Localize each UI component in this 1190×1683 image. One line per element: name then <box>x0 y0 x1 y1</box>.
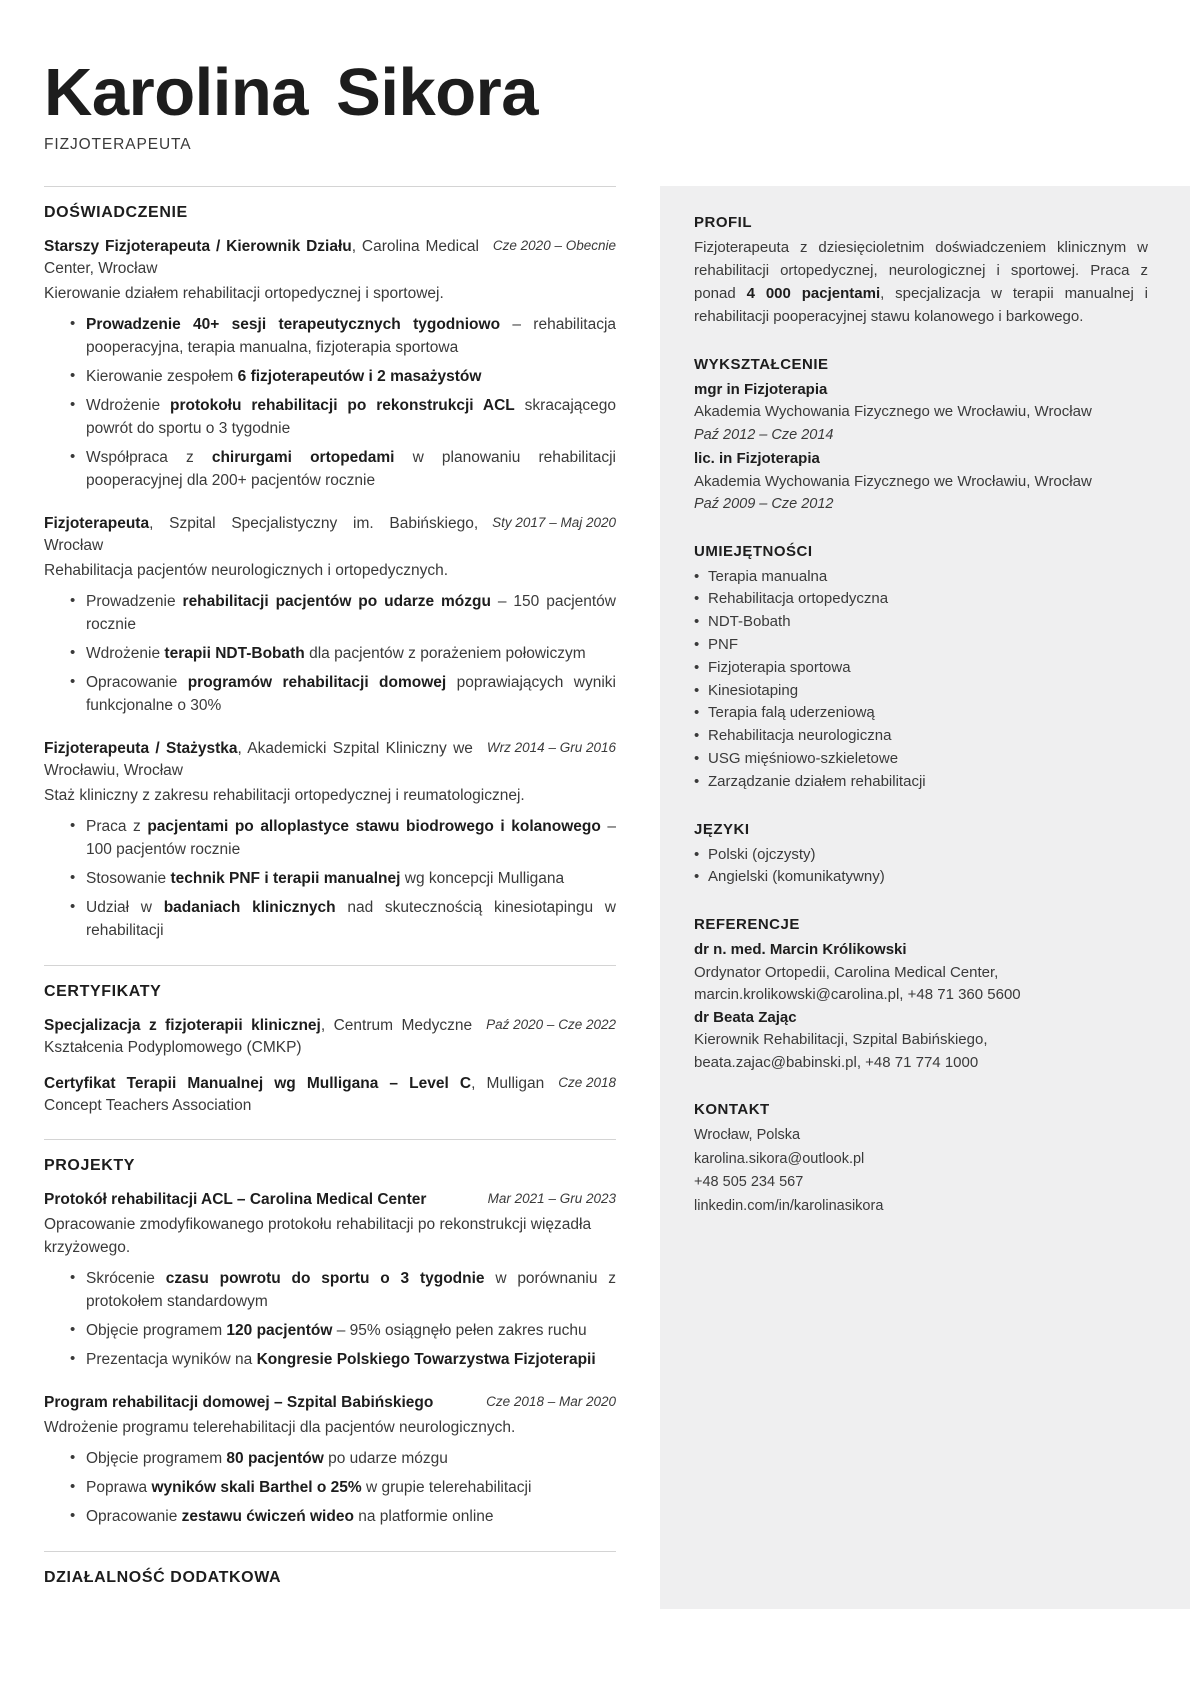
section-projects <box>44 1139 616 1529</box>
bullet-post: w grupie telerehabilitacji <box>361 1479 532 1497</box>
entry-description: Kierowanie działem rehabilitacji ortopedycznej i sportowej. <box>44 285 444 302</box>
bullet-bold: rehabilitacji pacjentów po udarze mózgu <box>182 593 491 611</box>
bullet-post: poprawiających wyniki funkcjonalne o 30% <box>86 673 617 714</box>
bullet-post: nad skutecznością kinesiotapingu w rehabilitacji <box>86 898 616 939</box>
experience-entry <box>44 738 616 943</box>
entry-date: Cze 2020 – Obecnie <box>492 238 616 253</box>
entry-title-rest: , Centrum Medyczne Kształcenia Podyplomowego (CMKP) <box>44 1016 473 1056</box>
bullet-item <box>70 591 616 637</box>
entry-title-bold: Starszy Fizjoterapeuta / Kierownik Działu <box>44 238 352 255</box>
entry-description: Staż kliniczny z zakresu rehabilitacji ortopedycznej i reumatologicznej. <box>44 786 525 804</box>
resume-header <box>0 0 1190 154</box>
bullet-pre: Objęcie programem <box>86 1322 227 1340</box>
bullet-pre: Udział w <box>86 898 164 916</box>
bullet-bold: programów rehabilitacji domowej <box>187 673 447 691</box>
profile-text <box>694 237 1148 329</box>
bullet-item <box>70 1506 616 1529</box>
bullet-bold: terapii NDT-Bobath <box>164 644 305 662</box>
entry-description: Rehabilitacja pacjentów neurologicznych i ortopedycznych. <box>44 561 449 579</box>
bullet-bold: wyników skali Barthel o 25% <box>151 1479 362 1497</box>
entry-title <box>44 1392 472 1414</box>
entry-title <box>44 1073 544 1117</box>
entry-bullet-list <box>44 1268 616 1372</box>
entry-title-rest: , Akademicki Szpital Kliniczny we Wrocławiu, Wrocław <box>44 739 473 779</box>
resume-body <box>0 186 1190 1609</box>
entry-title <box>44 236 479 280</box>
bullet-post: dla pacjentów z porażeniem połowiczym <box>304 644 586 662</box>
section-heading-projects: PROJEKTY <box>44 1156 136 1174</box>
experience-entry <box>44 513 616 718</box>
entry-title-bold: Certyfikat Terapii Manualnej wg Mulligana – Level C <box>44 1074 472 1092</box>
sidebar-section-contact <box>694 1101 1148 1218</box>
entry-bullet-list <box>44 1448 616 1529</box>
education-school: Akademia Wychowania Fizycznego we Wrocławiu, Wrocław <box>694 472 1092 490</box>
bullet-pre: Kierowanie zespołem <box>86 368 238 386</box>
bullet-pre: Skrócenie <box>86 1270 166 1288</box>
right-sidebar <box>660 186 1190 1609</box>
entry-header <box>44 1189 616 1211</box>
sidebar-heading-profile: PROFIL <box>694 214 752 231</box>
section-heading-experience: DOŚWIADCZENIE <box>44 204 188 221</box>
bullet-pre: Współpraca z <box>86 448 212 466</box>
skills-list <box>694 566 1148 794</box>
reference-role: Ordynator Ortopedii, Carolina Medical Center, <box>694 963 999 981</box>
bullet-bold: 6 fizjoterapeutów i 2 masażystów <box>237 368 482 386</box>
reference-item <box>694 1007 1148 1075</box>
bullet-item <box>70 1448 616 1471</box>
reference-role: Kierownik Rehabilitacji, Szpital Babińskiego, <box>694 1031 988 1049</box>
bullet-item <box>70 447 616 493</box>
section-heading-extra-activity: DZIAŁALNOŚĆ DODATKOWA <box>44 1569 282 1586</box>
entry-title <box>44 1189 474 1211</box>
bullet-item <box>70 897 616 943</box>
left-column <box>0 186 660 1609</box>
bullet-item <box>70 314 616 360</box>
bullet-item <box>70 366 616 389</box>
education-school: Akademia Wychowania Fizycznego we Wrocławiu, Wrocław <box>694 403 1092 421</box>
sidebar-section-skills <box>694 543 1148 794</box>
skill-item: • Rehabilitacja ortopedyczna <box>694 588 1148 611</box>
bullet-post: – 95% osiągnęło pełen zakres ruchu <box>332 1322 587 1340</box>
entry-header <box>44 1015 616 1059</box>
skill-item: • Terapia manualna <box>694 566 1148 589</box>
bullet-pre: Stosowanie <box>86 869 171 887</box>
contact-linkedin[interactable]: linkedin.com/in/karolinasikora <box>694 1197 884 1214</box>
entry-date: Cze 2018 – Mar 2020 <box>486 1393 616 1409</box>
sidebar-heading-references: REFERENCJE <box>694 916 800 934</box>
bullet-post: wg koncepcji Mulligana <box>400 869 565 887</box>
bullet-bold: pacjentami po alloplastyce stawu biodrowego i kolanowego <box>147 818 601 835</box>
bullet-pre: Prowadzenie <box>86 593 183 611</box>
entry-header <box>44 1392 616 1414</box>
bullet-item <box>70 672 616 718</box>
entry-title-rest: , Carolina Medical Center, Wrocław <box>44 238 479 277</box>
entry-header <box>44 1073 616 1117</box>
education-date: Paź 2009 – Cze 2012 <box>694 496 834 513</box>
bullet-pre: Wdrożenie <box>86 644 165 662</box>
section-divider <box>44 186 616 187</box>
entry-header <box>44 236 616 280</box>
bullet-post: po udarze mózgu <box>323 1450 448 1468</box>
bullet-post: – 150 pacjentów rocznie <box>86 593 616 633</box>
candidate-name: Karolina Sikora <box>44 55 539 130</box>
entry-header <box>44 738 616 782</box>
sidebar-section-references <box>694 916 1148 1074</box>
contact-location: Wrocław, Polska <box>694 1127 801 1144</box>
languages-list <box>694 844 1148 890</box>
language-item: • Angielski (komunikatywny) <box>694 866 1148 889</box>
entry-title <box>44 513 478 557</box>
bullet-bold: 80 pacjentów <box>226 1450 324 1468</box>
bullet-item <box>70 1349 616 1372</box>
entry-date: Paź 2020 – Cze 2022 <box>486 1016 616 1032</box>
reference-item <box>694 939 1148 1007</box>
section-divider <box>44 965 616 966</box>
entry-date: Wrz 2014 – Gru 2016 <box>486 739 616 755</box>
experience-entry <box>44 236 616 493</box>
entry-bullet-list <box>44 314 616 493</box>
entry-title-bold: Protokół rehabilitacji ACL – Carolina Medical Center <box>44 1190 427 1208</box>
skill-item: • PNF <box>694 634 1148 657</box>
entry-title-bold: Fizjoterapeuta / Stażystka <box>44 739 238 757</box>
bullet-item <box>70 816 616 862</box>
bullet-post: w planowaniu rehabilitacji pooperacyjnej dla 200+ pacjentów rocznie <box>86 448 616 489</box>
skill-item: • Zarządzanie działem rehabilitacji <box>694 771 1148 794</box>
entry-header <box>44 513 616 557</box>
entry-bullet-list <box>44 816 616 943</box>
bullet-pre: Opracowanie <box>86 673 188 691</box>
entry-description: Wdrożenie programu telerehabilitacji dla pacjentów neurologicznych. <box>44 1418 516 1436</box>
skill-item: • USG mięśniowo-szkieletowe <box>694 748 1148 771</box>
profile-text-part2: , specjalizacja w terapii manualnej i rehabilitacji pooperacyjnej stawu kolanowego i barkowego. <box>694 284 1148 325</box>
reference-name: dr Beata Zając <box>694 1008 797 1026</box>
skill-item: • NDT-Bobath <box>694 611 1148 634</box>
bullet-item <box>70 868 616 891</box>
bullet-post: na platformie online <box>353 1508 494 1526</box>
contact-email[interactable]: karolina.sikora@outlook.pl <box>694 1150 865 1167</box>
reference-contact: beata.zajac@babinski.pl, +48 71 774 1000 <box>694 1053 979 1071</box>
sidebar-section-profile <box>694 214 1148 329</box>
bullet-post: – rehabilitacja pooperacyjna, terapia manualna, fizjoterapia sportowa <box>86 316 617 357</box>
education-item <box>694 379 1148 446</box>
section-divider <box>44 1139 616 1140</box>
bullet-post: w porównaniu z protokołem standardowym <box>86 1270 616 1311</box>
entry-date: Cze 2018 <box>558 1074 616 1090</box>
bullet-bold: technik PNF i terapii manualnej <box>170 869 401 887</box>
education-degree: lic. in Fizjoterapia <box>694 450 820 468</box>
reference-name: dr n. med. Marcin Królikowski <box>694 941 907 959</box>
profile-text-part1: Fizjoterapeuta z dziesięcioletnim doświadczeniem klinicznym w rehabilitacji ortopedycznej, neurologicznej i sportowej. Praca z ponad <box>694 239 1148 302</box>
reference-contact: marcin.krolikowski@carolina.pl, +48 71 360 5600 <box>694 986 1021 1004</box>
sidebar-heading-skills: UMIEJĘTNOŚCI <box>694 542 813 560</box>
bullet-item <box>70 395 616 441</box>
bullet-pre: Opracowanie <box>86 1508 182 1526</box>
bullet-post: skracającego powrót do sportu o 3 tygodnie <box>86 397 616 437</box>
skill-item: • Kinesiotaping <box>694 680 1148 703</box>
sidebar-heading-contact: KONTAKT <box>694 1101 770 1119</box>
entry-title-rest: , Szpital Specjalistyczny im. Babińskiego, Wrocław <box>44 514 479 554</box>
project-entry <box>44 1189 616 1372</box>
bullet-bold: 120 pacjentów <box>226 1322 333 1340</box>
bullet-bold: protokołu rehabilitacji po rekonstrukcji ACL <box>170 397 515 415</box>
bullet-pre: Objęcie programem <box>86 1450 227 1468</box>
bullet-bold: czasu powrotu do sportu o 3 tygodnie <box>165 1270 485 1288</box>
language-item: • Polski (ojczysty) <box>694 844 1148 867</box>
entry-title <box>44 738 473 782</box>
section-experience <box>44 186 616 943</box>
candidate-job-title: FIZJOTERAPEUTA <box>44 136 192 153</box>
skill-item: • Terapia falą uderzeniową <box>694 702 1148 725</box>
bullet-pre: Wdrożenie <box>86 397 170 415</box>
section-extra-activity <box>44 1551 616 1587</box>
education-item <box>694 448 1148 515</box>
bullet-pre: Prezentacja wyników na <box>86 1351 257 1368</box>
bullet-item <box>70 1268 616 1314</box>
section-certificates <box>44 965 616 1117</box>
entry-title-bold: Specjalizacja z fizjoterapii klinicznej <box>44 1016 321 1034</box>
entry-description: Opracowanie zmodyfikowanego protokołu rehabilitacji po rekonstrukcji więzadła krzyżowego. <box>44 1215 592 1256</box>
education-degree: mgr in Fizjoterapia <box>694 380 828 398</box>
bullet-bold: badaniach klinicznych <box>163 898 336 916</box>
bullet-pre: Praca z <box>86 818 148 835</box>
sidebar-section-education <box>694 356 1148 516</box>
entry-title-bold: Fizjoterapeuta <box>44 514 150 532</box>
entry-title-bold: Program rehabilitacji domowej – Szpital Babińskiego <box>44 1393 434 1411</box>
bullet-item <box>70 1320 616 1343</box>
sidebar-heading-languages: JĘZYKI <box>694 820 750 838</box>
bullet-bold: chirurgami ortopedami <box>211 448 395 466</box>
section-heading-certificates: CERTYFIKATY <box>44 982 162 1000</box>
bullet-item <box>70 1477 616 1500</box>
bullet-bold: zestawu ćwiczeń wideo <box>181 1508 354 1526</box>
certificate-entry <box>44 1073 616 1117</box>
skill-item: • Fizjoterapia sportowa <box>694 657 1148 680</box>
project-entry <box>44 1392 616 1529</box>
entry-date: Sty 2017 – Maj 2020 <box>492 514 616 530</box>
bullet-pre: Poprawa <box>86 1479 152 1497</box>
bullet-item <box>70 643 616 666</box>
bullet-bold: Kongresie Polskiego Towarzystwa Fizjoterapii <box>256 1351 596 1368</box>
bullet-post: – 100 pacjentów rocznie <box>86 818 617 858</box>
contact-phone[interactable]: +48 505 234 567 <box>694 1174 804 1191</box>
sidebar-section-languages <box>694 821 1148 890</box>
entry-title <box>44 1015 472 1059</box>
entry-title-rest: , Mulligan Concept Teachers Association <box>44 1074 545 1114</box>
entry-bullet-list <box>44 591 616 718</box>
bullet-bold: Prowadzenie 40+ sesji terapeutycznych tygodniowo <box>86 316 501 334</box>
skill-item: • Rehabilitacja neurologiczna <box>694 725 1148 748</box>
sidebar-heading-education: WYKSZTAŁCENIE <box>694 355 829 373</box>
education-date: Paź 2012 – Cze 2014 <box>694 426 834 443</box>
entry-date: Mar 2021 – Gru 2023 <box>487 1190 616 1206</box>
certificate-entry <box>44 1015 616 1059</box>
section-divider <box>44 1551 616 1552</box>
profile-text-highlight: 4 000 pacjentami <box>746 284 881 302</box>
